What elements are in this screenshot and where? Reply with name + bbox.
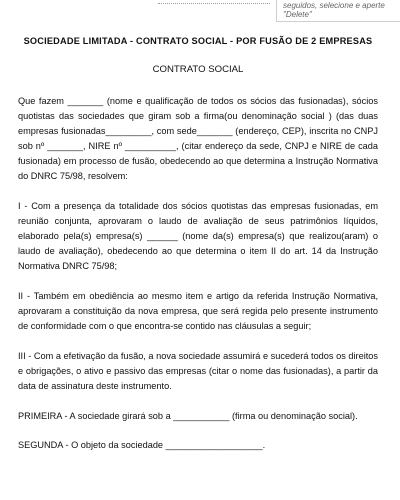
- document-title: SOCIEDADE LIMITADA - CONTRATO SOCIAL - POR FUSÃO DE 2 EMPRESAS: [23, 36, 373, 46]
- clause-primeira: PRIMEIRA - A sociedade girará sob a ___________ (firma ou denominação social).: [18, 411, 358, 421]
- paragraph-iii: III - Com a efetivação da fusão, a nova sociedade assumirá e sucederá todos os direitos e obrigações, o ativo e passivo das empresas (citar o nome das fusionadas), a partir da data de assinatura deste instrumento.: [18, 351, 378, 391]
- paragraph-intro: Que fazem _______ (nome e qualificação de todos os sócios das fusionadas), sócios quotistas das sociedades que giram sob a firma(ou denominação social ) (das duas empresas fusionadas_________, com sede_______ (endereço, CEP), inscrita no CNPJ sob nº _______, NIRE nº __________, (citar endereço da sede, CNPJ e NIRE de cada fusionada) em processo de fusão, obedecendo ao que determina a Instrução Normativa do DNRC 75/98, resolvem:: [18, 96, 378, 181]
- paragraph-ii: II - Também em obediência ao mesmo item e artigo da referida Instrução Normativa, aprovaram a constituição da nova empresa, que será regida pelo presente instrumento de conformidade com o que encontra-se contido nas cláusulas a seguir;: [18, 291, 378, 331]
- paragraph-i: I - Com a presença da totalidade dos sócios quotistas das empresas fusionadas, em reunião conjunta, aprovaram o laudo de avaliação de seus patrimônios líquidos, elaborado pela(s) empresa(s) ______ (nome da(s) empresa(s) que realizou(aram) o laudo de avaliação), obedecendo ao que determina o item II do art. 14 da Instrução Normativa DNRC 75/98;: [18, 201, 378, 271]
- note-text: seguidos, selecione e aperte "Delete": [283, 1, 385, 19]
- document-subtitle: CONTRATO SOCIAL: [152, 64, 244, 75]
- clause-segunda: SEGUNDA - O objeto da sociedade ___________________.: [18, 440, 266, 450]
